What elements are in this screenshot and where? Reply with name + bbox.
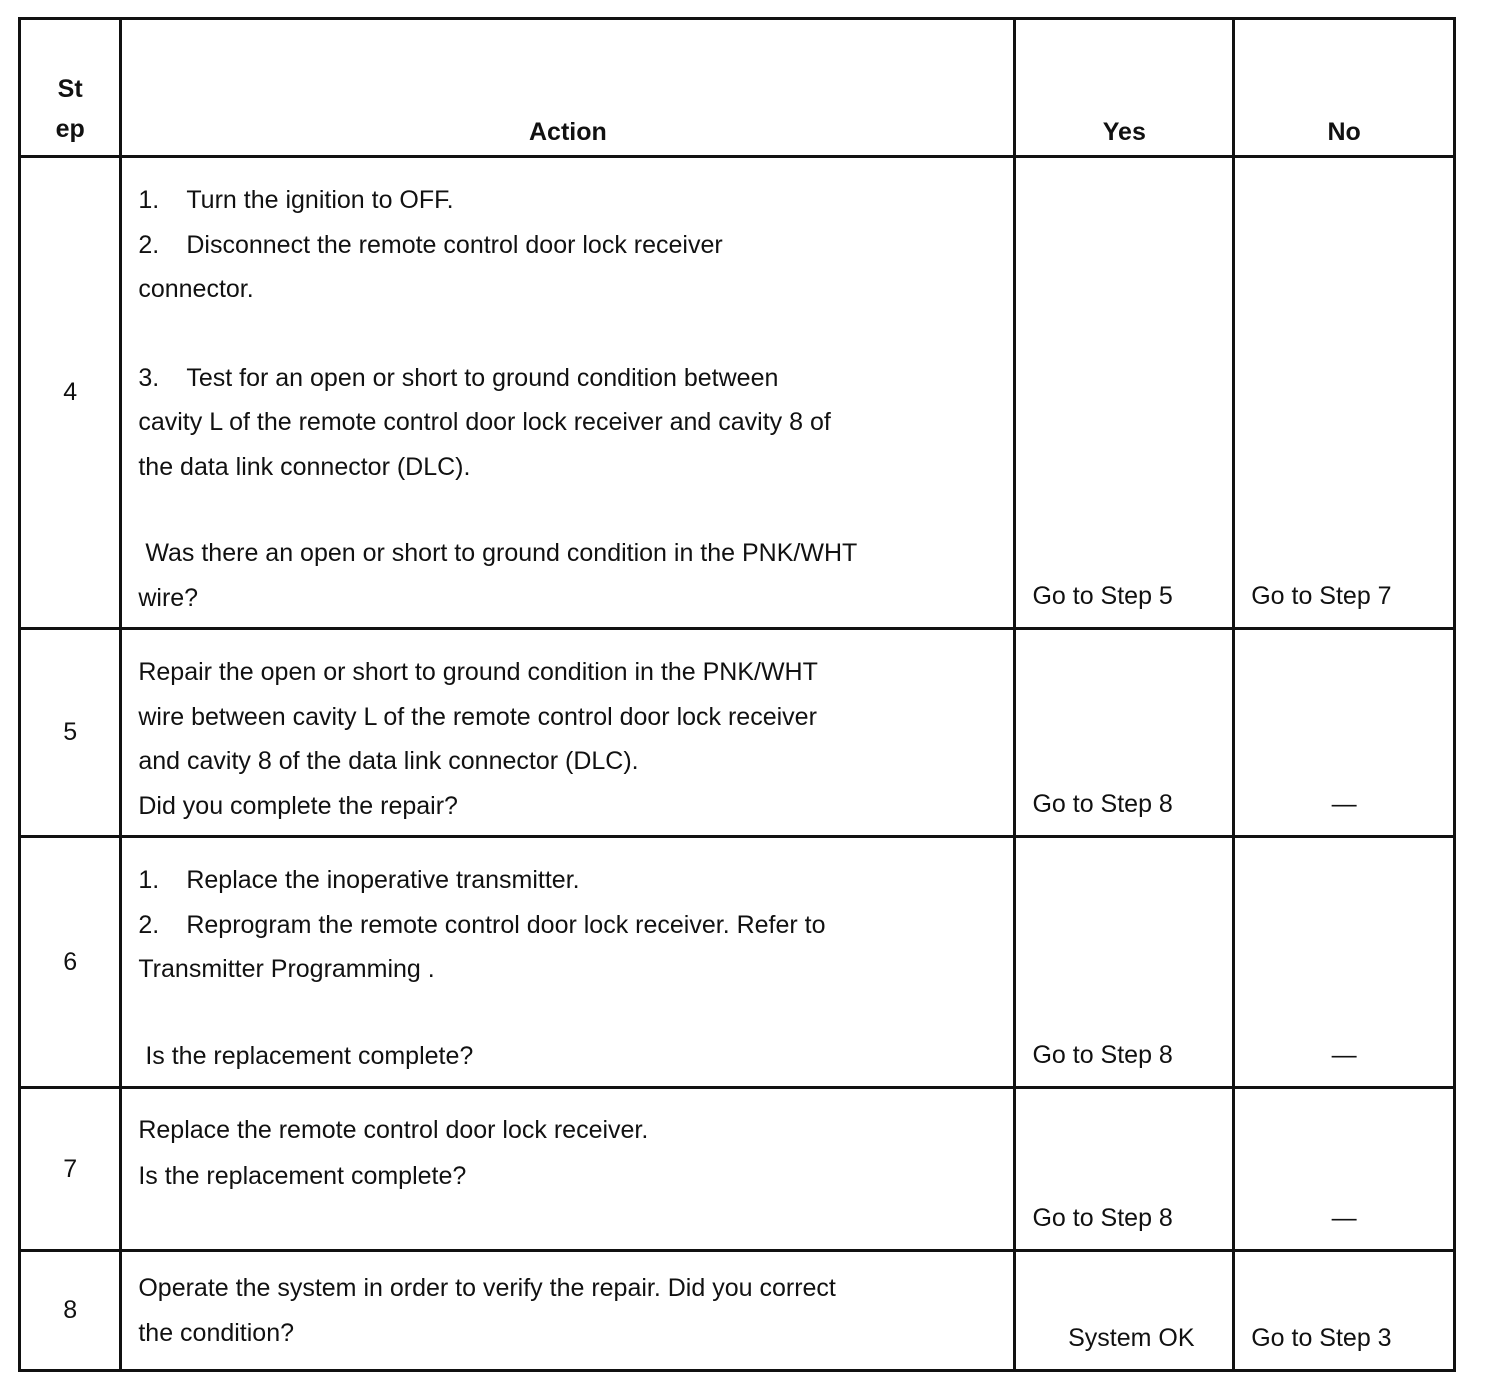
table-header-row (20, 19, 1455, 157)
action-line: and cavity 8 of the data link connector (DLC). (138, 747, 639, 775)
header-step-line1: St (57, 75, 83, 103)
no-cell: — (1234, 837, 1455, 1088)
table-row (20, 629, 1455, 837)
item-number: 1. (138, 186, 160, 214)
item-number: 2. (138, 910, 160, 939)
header-no: No (1234, 19, 1455, 157)
item-text: Test for an open or short to ground condition between (186, 363, 779, 392)
table-row (20, 1088, 1455, 1251)
table-row (20, 1251, 1455, 1371)
action-question-cont: wire? (138, 583, 199, 612)
action-line: Replace the remote control door lock receiver. (138, 1116, 649, 1144)
header-step (20, 19, 121, 157)
header-yes: Yes (1015, 19, 1234, 157)
yes-cell: Go to Step 8 (1015, 629, 1234, 837)
yes-cell: Go to Step 5 (1015, 157, 1234, 629)
no-cell: — (1234, 629, 1455, 837)
action-item (138, 903, 1003, 948)
item-number: 1. (138, 866, 160, 894)
step-number: 5 (20, 629, 121, 837)
action-cell (121, 157, 1015, 629)
item-text: Turn the ignition to OFF. (186, 186, 454, 214)
item-number: 2. (138, 230, 160, 259)
yes-cell: Go to Step 8 (1015, 1088, 1234, 1251)
action-line: Repair the open or short to ground condition in the PNK/WHT (138, 658, 818, 686)
no-cell: Go to Step 7 (1234, 157, 1455, 629)
table-row (20, 157, 1455, 629)
action-line: connector. (138, 275, 254, 303)
item-text: Disconnect the remote control door lock receiver (186, 230, 723, 259)
action-cell (121, 629, 1015, 837)
no-cell: Go to Step 3 (1234, 1251, 1455, 1371)
action-question: Is the replacement complete? (145, 1041, 474, 1070)
action-line: Operate the system in order to verify the repair. Did you correct (138, 1274, 836, 1302)
action-cell (121, 1251, 1015, 1371)
yes-cell: Go to Step 8 (1015, 837, 1234, 1088)
action-line: Transmitter Programming . (138, 955, 435, 983)
header-step-line2: ep (55, 115, 85, 143)
action-question: Was there an open or short to ground condition in the PNK/WHT (145, 539, 858, 567)
action-line: the data link connector (DLC). (138, 452, 471, 481)
step-number: 4 (20, 157, 121, 629)
action-cell (121, 1088, 1015, 1251)
action-item (138, 178, 1003, 223)
item-text: Reprogram the remote control door lock receiver. Refer to (186, 910, 826, 939)
table-row (20, 837, 1455, 1088)
action-question: Did you complete the repair? (138, 791, 458, 820)
no-cell: — (1234, 1088, 1455, 1251)
diagnostic-steps-table (18, 17, 1456, 1372)
action-line: the condition? (138, 1318, 295, 1347)
header-action: Action (121, 19, 1015, 157)
item-text: Replace the inoperative transmitter. (186, 866, 580, 894)
item-number: 3. (138, 363, 160, 392)
action-line: cavity L of the remote control door lock receiver and cavity 8 of (138, 408, 831, 436)
action-item (138, 356, 1003, 401)
action-cell (121, 837, 1015, 1088)
action-line: wire between cavity L of the remote control door lock receiver (138, 702, 817, 731)
step-number: 6 (20, 837, 121, 1088)
step-number: 7 (20, 1088, 121, 1251)
step-number: 8 (20, 1251, 121, 1371)
action-question: Is the replacement complete? (138, 1162, 467, 1190)
yes-cell: System OK (1015, 1251, 1234, 1371)
action-item (138, 858, 1003, 903)
action-item (138, 223, 1003, 268)
